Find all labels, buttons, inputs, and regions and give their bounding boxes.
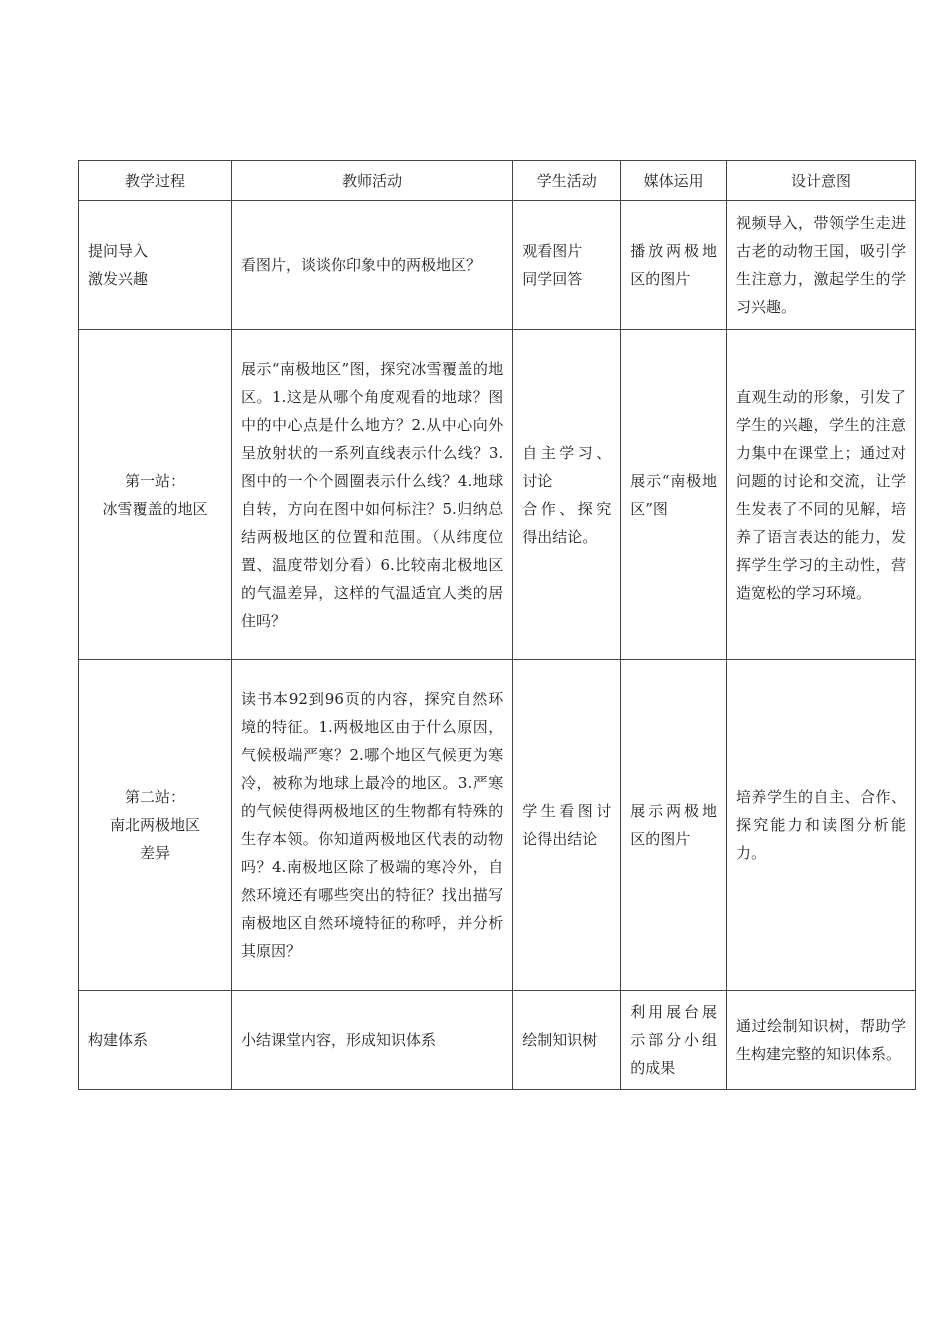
header-design-intent: 设计意图 (727, 161, 916, 201)
stage-cell (79, 660, 232, 991)
teacher-activity-cell: 读书本92到96页的内容，探究自然环境的特征。1.两极地区由于什么原因，气候极端严寒？2.哪个地区气候更为寒冷，被称为地球上最冷的地区。3.严寒的气候使得两极地区的生物都有特殊的生存本领。你知道两极地区代表的动物吗？4.南极地区除了极端的寒冷外，自然环境还有哪些突出的特征？找出描写南极地区自然环境特征的称呼，并分析其原因？ (232, 660, 513, 991)
teacher-activity-cell: 看图片，谈谈你印象中的两极地区？ (232, 201, 513, 330)
student-line: 自主学习、讨论 (522, 443, 612, 490)
stage-line: 差异 (139, 844, 170, 862)
table-row (79, 991, 916, 1090)
stage-cell (79, 201, 232, 330)
media-cell: 播放两极地区的图片 (621, 201, 727, 330)
design-intent-cell: 视频导入，带领学生走进古老的动物王国，吸引学生注意力，激起学生的学习兴趣。 (727, 201, 916, 330)
student-activity-cell (513, 330, 621, 660)
table-row (79, 660, 916, 991)
design-intent-cell: 培养学生的自主、合作、探究能力和读图分析能力。 (727, 660, 916, 991)
student-activity-cell (513, 660, 621, 991)
student-line: 同学回答 (522, 270, 583, 288)
design-intent-cell: 通过绘制知识树，帮助学生构建完整的知识体系。 (727, 991, 916, 1090)
table-row (79, 330, 916, 660)
media-cell: 展示两极地区的图片 (621, 660, 727, 991)
stage-line: 构建体系 (88, 1031, 149, 1049)
student-activity-cell (513, 991, 621, 1090)
stage-cell (79, 991, 232, 1090)
stage-line: 冰雪覆盖的地区 (102, 499, 208, 518)
stage-line: 提问导入 (88, 242, 149, 260)
design-intent-cell: 直观生动的形象，引发了学生的兴趣，学生的注意力集中在课堂上；通过对问题的讨论和交流，让学生发表了不同的见解，培养了语言表达的能力，发挥学生学习的主动性，营造宽松的学习环境。 (727, 330, 916, 660)
stage-line: 第一站： (124, 471, 185, 490)
student-line: 绘制知识树 (522, 1031, 598, 1049)
stage-line: 激发兴趣 (88, 270, 149, 288)
media-cell: 展示“南极地区”图 (621, 330, 727, 660)
student-line: 学生看图讨论得出结论 (522, 802, 612, 848)
header-media: 媒体运用 (621, 161, 727, 201)
teacher-activity-cell: 展示“南极地区”图，探究冰雪覆盖的地区。1.这是从哪个角度观看的地球？图中的中心点是什么地方？2.从中心向外呈放射状的一系列直线表示什么线？3.图中的一个个圆圈表示什么线？4.地球自转，方向在图中如何标注？5.归纳总结两极地区的位置和范围。（从纬度位置、温度带划分看）6.比较南北极地区的气温差异，这样的气温适宜人类的居住吗？ (232, 330, 513, 660)
stage-line: 第二站： (124, 788, 185, 806)
lesson-plan-table (78, 160, 916, 1090)
stage-line: 南北两极地区 (109, 816, 200, 834)
media-cell: 利用展台展示部分小组的成果 (621, 991, 727, 1090)
student-activity-cell (513, 201, 621, 330)
header-student-activity: 学生活动 (513, 161, 621, 201)
stage-cell (79, 330, 232, 660)
header-teacher-activity: 教师活动 (232, 161, 513, 201)
table-header-row (79, 161, 916, 201)
teacher-activity-cell: 小结课堂内容，形成知识体系 (232, 991, 513, 1090)
header-process: 教学过程 (79, 161, 232, 201)
student-line: 合作、探究得出结论。 (522, 499, 612, 546)
table-row (79, 201, 916, 330)
student-line: 观看图片 (522, 242, 583, 260)
